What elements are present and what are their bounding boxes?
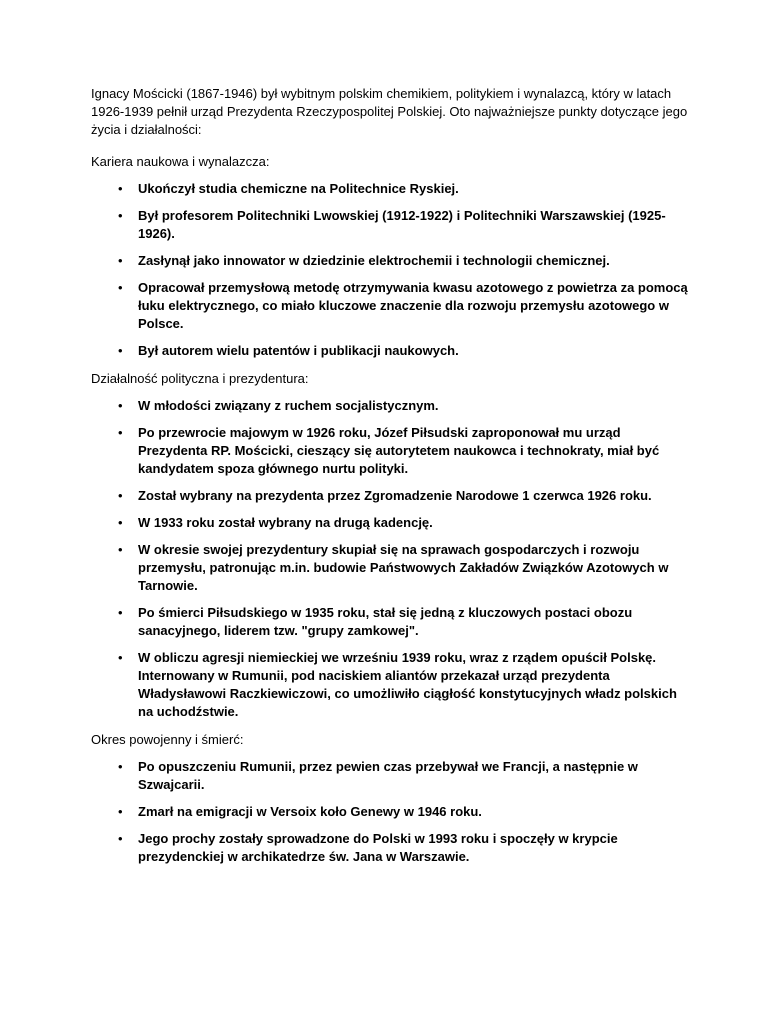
section-heading: Działalność polityczna i prezydentura: xyxy=(91,371,309,386)
list-item-text: Zasłynął jako innowator w dziedzinie elektrochemii i technologii chemicznej. xyxy=(138,253,610,268)
bullet-icon: • xyxy=(118,831,123,846)
bullet-icon: • xyxy=(118,759,123,774)
list-item-text: Opracował przemysłową metodę otrzymywania kwasu azotowego z powietrza za pomocą łuku elektrycznego, co miało kluczowe znaczenie dla rozwoju przemysłu azotowego w Polsce. xyxy=(138,280,688,331)
list-item xyxy=(91,207,691,243)
bullet-icon: • xyxy=(118,343,123,358)
bullet-icon: • xyxy=(118,398,123,413)
bullet-list xyxy=(91,180,691,360)
bullet-icon: • xyxy=(118,425,123,440)
section-heading: Kariera naukowa i wynalazcza: xyxy=(91,154,270,169)
list-item-text: Po przewrocie majowym w 1926 roku, Józef Piłsudski zaproponował mu urząd Prezydenta RP. Mościcki, cieszący się autorytetem naukowca i technokraty, miał być kandydatem spoza głównego nurtu polityki. xyxy=(138,425,660,476)
list-item-text: Był autorem wielu patentów i publikacji naukowych. xyxy=(138,343,459,358)
intro-paragraph: Ignacy Mościcki (1867-1946) był wybitnym polskim chemikiem, politykiem i wynalazcą, który w latach 1926-1939 pełnił urząd Prezydenta Rzeczypospolitej Polskiej. Oto najważniejsze punkty dotyczące jego życia i działalności: xyxy=(91,86,688,137)
bullet-icon: • xyxy=(118,515,123,530)
list-item xyxy=(91,514,691,532)
bullet-list xyxy=(91,758,691,866)
list-item xyxy=(91,342,691,360)
list-item xyxy=(91,252,691,270)
list-item xyxy=(91,604,691,640)
list-item-text: W obliczu agresji niemieckiej we wrześniu 1939 roku, wraz z rządem opuścił Polskę. Internowany w Rumunii, pod naciskiem aliantów przekazał urząd prezydenta Władysławowi Raczkiewiczowi, co umożliwiło ciągłość konstytucyjnych władz polskich na uchodźstwie. xyxy=(138,650,677,719)
bullet-icon: • xyxy=(118,208,123,223)
list-item xyxy=(91,803,691,821)
list-item-text: Był profesorem Politechniki Lwowskiej (1912-1922) i Politechniki Warszawskiej (1925-1926). xyxy=(138,208,666,241)
list-item xyxy=(91,424,691,478)
list-item-text: Zmarł na emigracji w Versoix koło Genewy w 1946 roku. xyxy=(138,804,482,819)
bullet-icon: • xyxy=(118,650,123,665)
list-item-text: Jego prochy zostały sprowadzone do Polski w 1993 roku i spoczęły w krypcie prezydenckiej w archikatedrze św. Jana w Warszawie. xyxy=(138,831,618,864)
bullet-icon: • xyxy=(118,488,123,503)
list-item xyxy=(91,279,691,333)
section-heading: Okres powojenny i śmierć: xyxy=(91,732,244,747)
list-item xyxy=(91,180,691,198)
bullet-list xyxy=(91,397,691,721)
list-item-text: Ukończył studia chemiczne na Politechnice Ryskiej. xyxy=(138,181,459,196)
list-item-text: Po opuszczeniu Rumunii, przez pewien czas przebywał we Francji, a następnie w Szwajcarii. xyxy=(138,759,638,792)
bullet-icon: • xyxy=(118,280,123,295)
list-item xyxy=(91,758,691,794)
list-item-text: Został wybrany na prezydenta przez Zgromadzenie Narodowe 1 czerwca 1926 roku. xyxy=(138,488,652,503)
list-item xyxy=(91,397,691,415)
list-item-text: W młodości związany z ruchem socjalistycznym. xyxy=(138,398,439,413)
bullet-icon: • xyxy=(118,181,123,196)
bullet-icon: • xyxy=(118,605,123,620)
list-item-text: W okresie swojej prezydentury skupiał się na sprawach gospodarczych i rozwoju przemysłu, patronując m.in. budowie Państwowych Zakładów Związków Azotowych w Tarnowie. xyxy=(138,542,669,593)
document-body xyxy=(91,85,691,876)
bullet-icon: • xyxy=(118,804,123,819)
list-item xyxy=(91,830,691,866)
list-item-text: W 1933 roku został wybrany na drugą kadencję. xyxy=(138,515,433,530)
bullet-icon: • xyxy=(118,253,123,268)
list-item xyxy=(91,649,691,721)
list-item xyxy=(91,487,691,505)
list-item xyxy=(91,541,691,595)
bullet-icon: • xyxy=(118,542,123,557)
list-item-text: Po śmierci Piłsudskiego w 1935 roku, stał się jedną z kluczowych postaci obozu sanacyjnego, liderem tzw. "grupy zamkowej". xyxy=(138,605,633,638)
